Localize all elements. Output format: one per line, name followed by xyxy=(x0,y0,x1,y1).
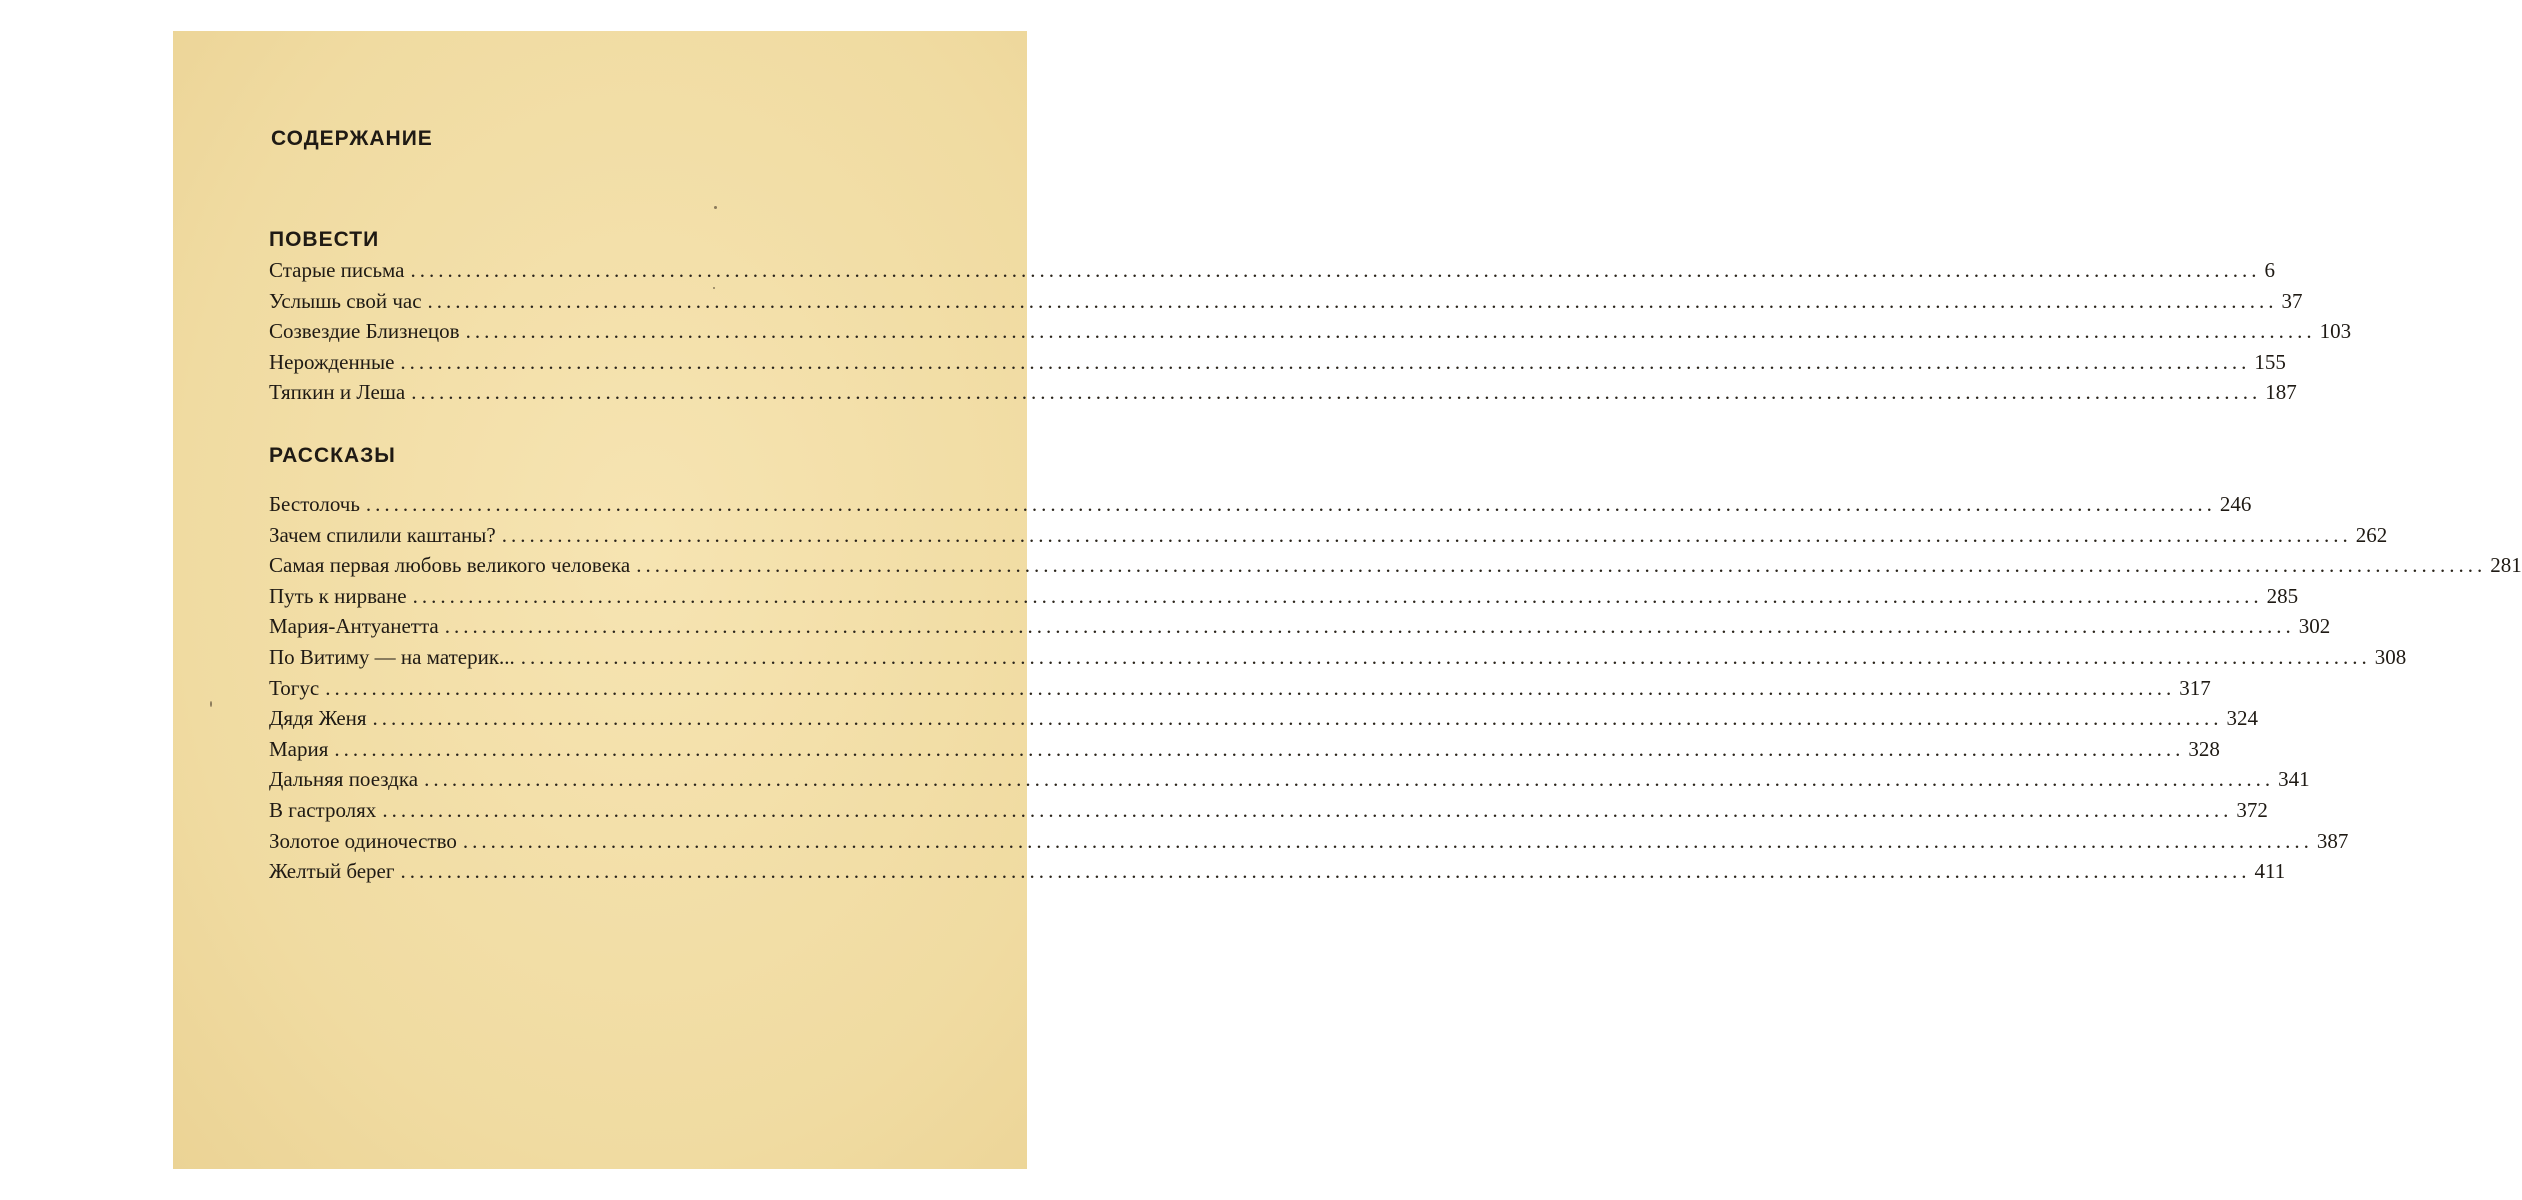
toc-list-povesti xyxy=(269,255,2352,408)
toc-entry-title: Самая первая любовь великого человека xyxy=(269,553,631,578)
toc-entry-title: Дядя Женя xyxy=(269,706,367,731)
dot-leader: ........................................................................................................................................................................................................ xyxy=(636,553,2487,578)
dot-leader: ........................................................................................................................................................................................................ xyxy=(444,614,2295,639)
toc-entry xyxy=(269,856,2286,887)
toc-entry-title: Мария-Антуанетта xyxy=(269,614,439,639)
toc-entry-title: По Витиму — на материк... xyxy=(269,644,515,669)
toc-entry xyxy=(269,286,2303,317)
toc-entry-page: 281 xyxy=(2490,553,2522,578)
toc-entry xyxy=(269,703,2259,734)
dot-leader: ........................................................................................................................................................................................................ xyxy=(501,522,2352,547)
paper-speck xyxy=(210,701,212,707)
contents-heading: СОДЕРЖАНИЕ xyxy=(271,127,433,150)
toc-entry xyxy=(269,673,2211,704)
toc-entry-page: 372 xyxy=(2236,797,2268,822)
toc-entry xyxy=(269,642,2407,673)
toc-entry-page: 103 xyxy=(2319,319,2352,344)
dot-leader: ........................................................................................................................................................................................................ xyxy=(334,736,2185,761)
toc-entry-title: Мария xyxy=(269,736,329,761)
dot-leader: ........................................................................................................................................................................................................ xyxy=(520,644,2371,669)
dot-leader: ........................................................................................................................................................................................................ xyxy=(465,319,2316,344)
dot-leader: ........................................................................................................................................................................................................ xyxy=(400,349,2251,374)
dot-leader: ........................................................................................................................................................................................................ xyxy=(427,288,2278,313)
toc-entry xyxy=(269,520,2388,551)
toc-entry xyxy=(269,734,2220,765)
section-title-rasskazy: РАССКАЗЫ xyxy=(269,444,396,467)
toc-entry xyxy=(269,347,2286,378)
toc-entry-title: Зачем спилили каштаны? xyxy=(269,522,496,547)
dot-leader: ........................................................................................................................................................................................................ xyxy=(372,706,2223,731)
toc-entry xyxy=(269,581,2299,612)
toc-entry-page: 317 xyxy=(2179,675,2211,700)
toc-entry-title: Старые письма xyxy=(269,258,405,282)
dot-leader: ........................................................................................................................................................................................................ xyxy=(462,828,2313,853)
toc-entry-page: 6 xyxy=(2264,258,2276,282)
dot-leader: ........................................................................................................................................................................................................ xyxy=(400,859,2251,884)
dot-leader: ........................................................................................................................................................................................................ xyxy=(382,797,2233,822)
dot-leader: ........................................................................................................................................................................................................ xyxy=(424,767,2275,792)
toc-entry-title: Нерожденные xyxy=(269,349,395,374)
dot-leader: ........................................................................................................................................................................................................ xyxy=(365,492,2216,516)
toc-entry-title: Желтый берег xyxy=(269,859,395,884)
toc-entry-page: 262 xyxy=(2355,522,2388,547)
dot-leader: ........................................................................................................................................................................................................ xyxy=(325,675,2176,700)
toc-list-rasskazy xyxy=(269,489,2522,887)
toc-entry-page: 187 xyxy=(2265,380,2297,405)
toc-entry xyxy=(269,377,2297,408)
toc-entry xyxy=(269,795,2268,826)
toc-entry-title: Дальняя поездка xyxy=(269,767,419,792)
toc-entry xyxy=(269,316,2352,347)
toc-entry xyxy=(269,489,2252,520)
toc-entry-page: 324 xyxy=(2226,706,2259,731)
toc-entry-title: Тяпкин и Леша xyxy=(269,380,406,405)
toc-entry-page: 37 xyxy=(2281,288,2303,313)
toc-entry-title: В гастролях xyxy=(269,797,377,822)
toc-entry-page: 308 xyxy=(2374,644,2407,669)
toc-entry xyxy=(269,611,2331,642)
dot-leader: ........................................................................................................................................................................................................ xyxy=(410,258,2261,282)
toc-entry-title: Созвездие Близнецов xyxy=(269,319,460,344)
toc-entry-title: Путь к нирване xyxy=(269,583,407,608)
toc-entry-page: 411 xyxy=(2254,859,2286,884)
toc-entry-page: 246 xyxy=(2219,492,2252,516)
toc-entry xyxy=(269,764,2310,795)
toc-entry-title: Бестолочь xyxy=(269,492,360,516)
toc-entry-page: 328 xyxy=(2188,736,2220,761)
toc-entry-page: 302 xyxy=(2298,614,2331,639)
toc-entry xyxy=(269,255,2276,286)
toc-entry-page: 341 xyxy=(2278,767,2310,792)
toc-entry-page: 387 xyxy=(2316,828,2349,853)
toc-entry-page: 155 xyxy=(2254,349,2286,374)
toc-entry-title: Услышь свой час xyxy=(269,288,422,313)
book-page xyxy=(173,31,2522,1169)
toc-entry-title: Тогус xyxy=(269,675,320,700)
toc-entry-page: 285 xyxy=(2266,583,2299,608)
section-title-povesti: ПОВЕСТИ xyxy=(269,228,380,251)
paper-speck xyxy=(714,206,717,209)
dot-leader: ........................................................................................................................................................................................................ xyxy=(412,583,2263,608)
paper-speck xyxy=(713,287,715,289)
toc-entry xyxy=(269,826,2349,857)
toc-entry xyxy=(269,550,2522,581)
dot-leader: ........................................................................................................................................................................................................ xyxy=(411,380,2262,405)
toc-entry-title: Золотое одиночество xyxy=(269,828,457,853)
